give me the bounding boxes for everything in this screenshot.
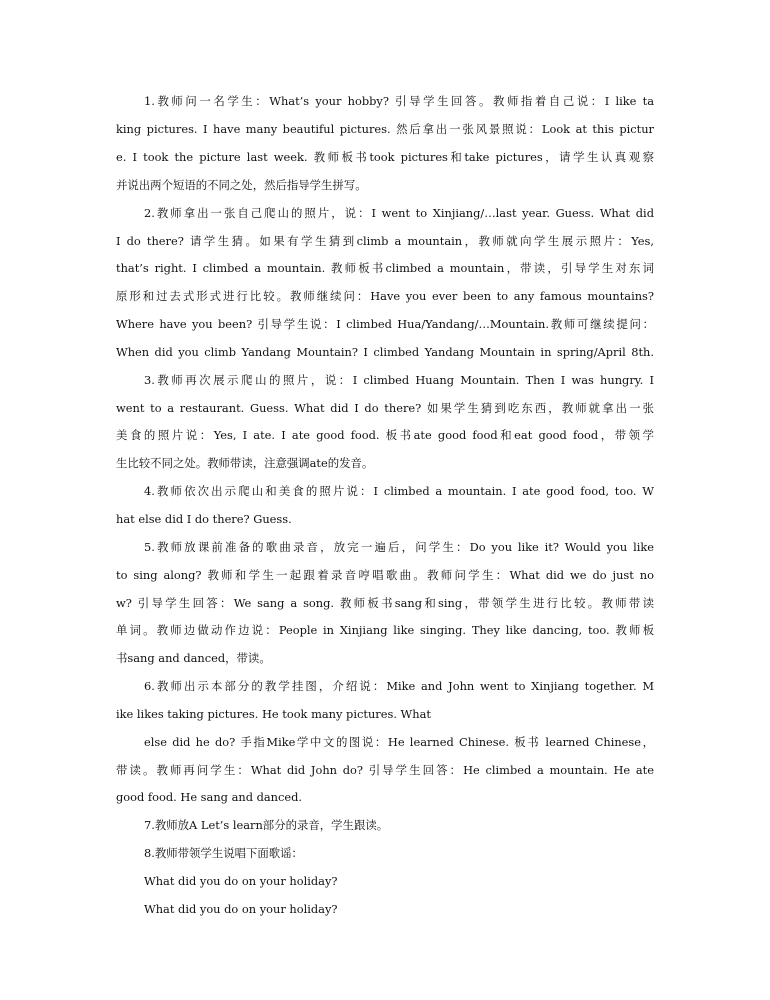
chant-line-2: What did you do on your holiday? bbox=[144, 902, 338, 916]
paragraph-8-line-1: 8.教师带领学生说唱下面歌谣： bbox=[144, 846, 303, 860]
paragraph-2-line-5: Where have you been? 引导学生说：I climbed Hua/Yandang/…Mountain.教师可继续提问： bbox=[116, 317, 654, 331]
paragraph-7-line-1: 7.教师放A Let’s learn部分的录音，学生跟读。 bbox=[144, 818, 389, 832]
paragraph-5-line-1: 5.教师放课前准备的歌曲录音，放完一遍后，问学生：Do you like it? Would you like bbox=[144, 540, 654, 554]
paragraph-2-line-2: I do there? 请学生猜。如果有学生猜到climb a mountain，教师就向学生展示照片：Yes, bbox=[116, 234, 654, 248]
paragraph-1-line-3: e. I took the picture last week. 教师板书took pictures和take pictures，请学生认真观察 bbox=[116, 150, 654, 164]
paragraph-6-line-2: ike likes taking pictures. He took many pictures. What bbox=[116, 707, 431, 721]
paragraph-1-line-1: 1.教师问一名学生：What’s your hobby? 引导学生回答。教师指着自己说：I like ta bbox=[144, 94, 654, 108]
paragraph-3-line-4: 生比较不同之处。教师带读，注意强调ate的发音。 bbox=[116, 456, 374, 470]
paragraph-2-line-6: When did you climb Yandang Mountain? I climbed Yandang Mountain in spring/April 8th. bbox=[116, 345, 654, 359]
paragraph-2-line-4: 原形和过去式形式进行比较。教师继续问：Have you ever been to any famous mountains? bbox=[116, 289, 654, 303]
paragraph-3-line-2: went to a restaurant. Guess. What did I do there? 如果学生猜到吃东西，教师就拿出一张 bbox=[116, 401, 654, 415]
paragraph-6-line-4: 带读。教师再问学生：What did John do? 引导学生回答：He climbed a mountain. He ate bbox=[116, 763, 654, 777]
paragraph-2-line-3: that’s right. I climbed a mountain. 教师板书climbed a mountain，带读，引导学生对东词 bbox=[116, 261, 654, 275]
paragraph-1-line-2: king pictures. I have many beautiful pictures. 然后拿出一张风景照说：Look at this pictur bbox=[116, 122, 654, 136]
paragraph-3-line-1: 3.教师再次展示爬山的照片，说：I climbed Huang Mountain. Then I was hungry. I bbox=[144, 373, 654, 387]
paragraph-6-line-3: else did he do? 手指Mike学中文的图说：He learned Chinese. 板书 learned Chinese， bbox=[144, 735, 654, 749]
chant-line-1: What did you do on your holiday? bbox=[144, 874, 338, 888]
paragraph-1-line-4: 并说出两个短语的不同之处，然后指导学生拼写。 bbox=[116, 178, 367, 192]
paragraph-5-line-4: 单词。教师边做动作边说：People in Xinjiang like singing. They like dancing, too. 教师板 bbox=[116, 623, 654, 637]
paragraph-5-line-2: to sing along? 教师和学生一起跟着录音哼唱歌曲。教师问学生：What did we do just no bbox=[116, 568, 654, 582]
paragraph-5-line-5: 书sang and danced，带读。 bbox=[116, 651, 271, 665]
paragraph-2-line-1: 2.教师拿出一张自己爬山的照片，说：I went to Xinjiang/…last year. Guess. What did bbox=[144, 206, 654, 220]
paragraph-4-line-2: hat else did I do there? Guess. bbox=[116, 512, 292, 526]
paragraph-4-line-1: 4.教师依次出示爬山和美食的照片说：I climbed a mountain. I ate good food, too. W bbox=[144, 484, 654, 498]
paragraph-5-line-3: w? 引导学生回答：We sang a song. 教师板书sang和sing，带领学生进行比较。教师带读 bbox=[116, 596, 654, 610]
paragraph-3-line-3: 美食的照片说：Yes, I ate. I ate good food. 板书ate good food和eat good food，带领学 bbox=[116, 428, 654, 442]
paragraph-6-line-1: 6.教师出示本部分的教学挂图，介绍说：Mike and John went to Xinjiang together. M bbox=[144, 679, 654, 693]
paragraph-6-line-5: good food. He sang and danced. bbox=[116, 790, 303, 804]
